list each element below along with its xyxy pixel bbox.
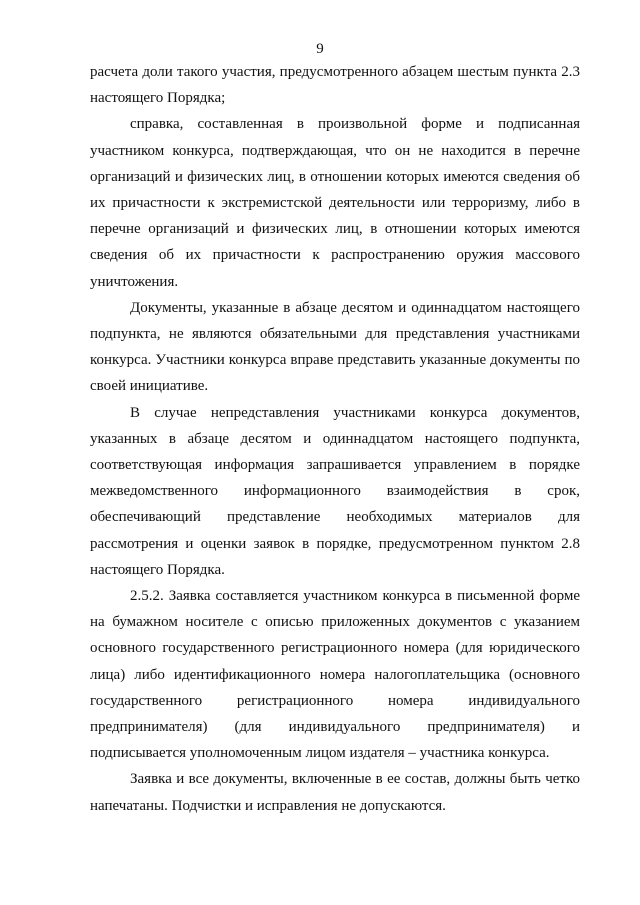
paragraph-optional-documents: Документы, указанные в абзаце десятом и одиннадцатом настоящего подпункта, не являются обязательными для представления участниками конкурса. Участники конкурса вправе представить указанные документы по своей инициативе. xyxy=(90,299,580,395)
page-number: 9 xyxy=(316,41,324,57)
paragraph-application-form: 2.5.2. Заявка составляется участником конкурса в письменной форме на бумажном носителе с описью приложенных документов с указанием основного государственного регистрационного номера (для юридического лица) либо идентификационного номера налогоплательщика (основного государственного регистрационного номера индивидуального предпринимателя) (для индивидуального предпринимателя) и подписывается уполномоченным лицом издателя – участника конкурса. xyxy=(90,588,580,762)
paragraph-continuation: расчета доли такого участия, предусмотренного абзацем шестым пункта 2.3 настоящего Порядка; xyxy=(90,64,580,107)
paragraph-interagency-request: В случае непредставления участниками конкурса документов, указанных в абзаце десятом и одиннадцатом настоящего подпункта, соответствующая информация запрашивается управлением в порядке межведомственного информационного взаимодействия в срок, обеспечивающий представление необходимых материалов для рассмотрения и оценки заявок в порядке, предусмотренном пунктом 2.8 настоящего Порядка. xyxy=(90,404,580,578)
document-body xyxy=(90,59,580,819)
paragraph-certificate: справка, составленная в произвольной форме и подписанная участником конкурса, подтверждающая, что он не находится в перечне организаций и физических лиц, в отношении которых имеются сведения об их причастности к экстремистской деятельности или терроризму, либо в перечне организаций и физических лиц, в отношении которых имеются сведения об их причастности к распространению оружия массового уничтожения. xyxy=(90,116,580,290)
paragraph-printing-requirements: Заявка и все документы, включенные в ее состав, должны быть четко напечатаны. Подчистки и исправления не допускаются. xyxy=(90,771,580,814)
